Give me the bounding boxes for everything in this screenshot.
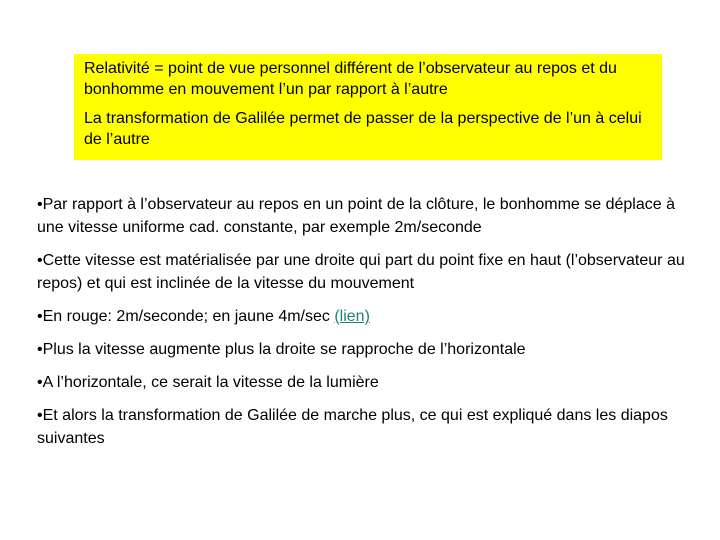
bullet-item: •Plus la vitesse augmente plus la droite se rapproche de l’horizontale [37,341,526,358]
bullet-item: •Cette vitesse est matérialisée par une droite qui part du point fixe en haut (l’observateur au repos) et qui est inclinée de la vitesse du mouvement [37,252,685,292]
bullet-item [37,305,697,328]
bullet-list [37,193,697,460]
highlight-box [74,54,662,160]
galilean-transformation-note: La transformation de Galilée permet de passer de la perspective de l’un à celui de l’autre [84,110,642,148]
bullet-item: •A l’horizontale, ce serait la vitesse de la lumière [37,374,379,391]
bullet-text: •En rouge: 2m/seconde; en jaune 4m/sec [37,308,335,325]
relativity-definition: Relativité = point de vue personnel différent de l’observateur au repos et du bonhomme en mouvement l’un par rapport à l’autre [84,60,617,98]
bullet-item: •Et alors la transformation de Galilée de marche plus, ce qui est expliqué dans les diapos suivantes [37,407,668,447]
lien-link[interactable]: (lien) [334,308,370,325]
bullet-item: •Par rapport à l’observateur au repos en un point de la clôture, le bonhomme se déplace à une vitesse uniforme cad. constante, par exemple 2m/seconde [37,196,675,236]
